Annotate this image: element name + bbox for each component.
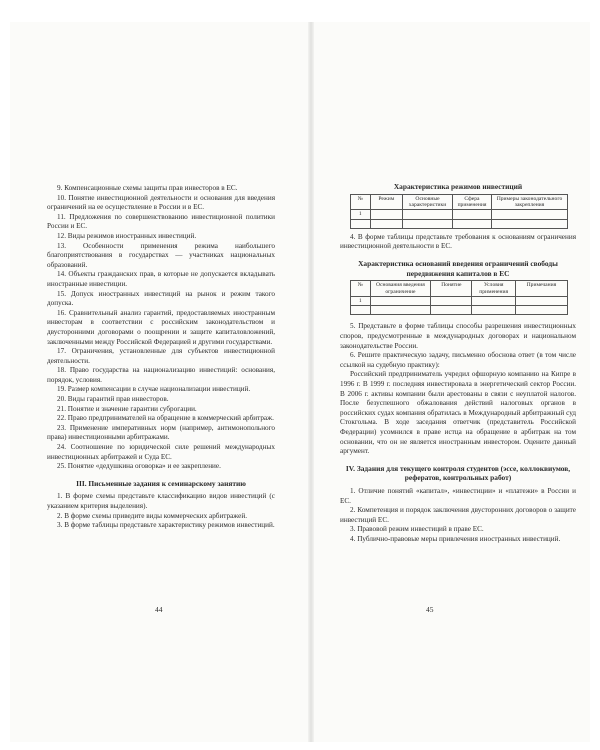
topic-4: 4. Публично-правовые меры привлечения иностранных инвестиций. xyxy=(350,534,561,543)
question-21: 21. Понятие и значение гарантии суброгации. xyxy=(57,404,197,413)
table-cell xyxy=(370,210,403,219)
question-17: 17. Ограничения, установленные для субъектов инвестиционной деятельности. xyxy=(47,347,275,365)
table-header-cell: № xyxy=(351,281,371,297)
table-row xyxy=(351,210,568,219)
question-23: 23. Применение императивных норм (например, антимонопольного права) инвестиционными арбитражами. xyxy=(47,423,275,442)
table-cell xyxy=(431,297,472,306)
table-header-row xyxy=(351,194,568,210)
table-header-cell: № xyxy=(351,194,371,210)
task-2: 2. В форме схемы приведите виды коммерческих арбитражей. xyxy=(57,511,248,520)
table-cell xyxy=(452,210,491,219)
table-cell xyxy=(351,306,371,315)
book-spread xyxy=(10,22,590,742)
question-12: 12. Виды режимов иностранных инвестиций. xyxy=(57,231,197,240)
task-3: 3. В форме таблицы представьте характеристику режимов инвестиций. xyxy=(57,521,275,530)
table-row xyxy=(351,306,568,315)
table1-title: Характеристика режимов инвестиций xyxy=(393,182,523,191)
table-cell xyxy=(472,306,515,315)
task-1: 1. В форме схемы представьте классификацию видов инвестиций (с указанием критерия выделения). xyxy=(47,492,275,510)
table-header-row xyxy=(351,281,568,297)
question-18: 18. Право государства на национализацию инвестиций: основания, порядок, условия. xyxy=(47,366,275,384)
table-cell xyxy=(370,219,403,228)
table-header-cell: Сфера применения xyxy=(452,194,491,210)
question-24: 24. Соотношение по юридической силе решений международных инвестиционных арбитражей и Суда ЕС. xyxy=(47,443,275,461)
table-row xyxy=(351,219,568,228)
left-page xyxy=(10,22,308,742)
question-15: 15. Допуск иностранных инвестиций на рынок и режим такого допуска. xyxy=(47,289,275,308)
table-cell xyxy=(370,297,431,306)
table-header-cell: Примечания xyxy=(515,281,567,297)
task-6: 6. Решите практическую задачу, письменно обоснова ответ (в том числе ссылкой на судебную практику): xyxy=(340,351,576,369)
table-row xyxy=(351,297,568,306)
question-22: 22. Право предпринимателей на обращение в коммерческий арбитраж. xyxy=(57,414,274,423)
regimes-table xyxy=(350,194,568,229)
table-header-cell: Условия применения xyxy=(472,281,515,297)
question-16: 16. Сравнительный анализ гарантий, предоставляемых иностранным инвесторам в соответствии с российским законодательством и двусторонними договорами о поощрении и защите капиталовложений, заключенными между Российской Федерацией и другими государствами. xyxy=(47,308,275,346)
table-header-cell: Режим xyxy=(370,194,403,210)
table-cell xyxy=(515,306,567,315)
topic-2: 2. Компетенция и порядок заключения двусторонних договоров о защите инвестиций ЕС. xyxy=(340,506,576,524)
table-cell xyxy=(452,219,491,228)
right-page xyxy=(314,22,590,742)
question-10: 10. Понятие инвестиционной деятельности и основания для введения ограничений на ее осуществление в России и в ЕС. xyxy=(47,193,275,212)
table-cell xyxy=(403,210,453,219)
question-25: 25. Понятие «дедушкина оговорка» и ее закрепление. xyxy=(57,462,221,471)
topic-1: 1. Отличие понятий «капитал», «инвестиции» и «платежи» в России и ЕС. xyxy=(340,486,576,505)
table-cell xyxy=(351,219,371,228)
table-header-cell: Примеры законодательного закрепления xyxy=(492,194,568,210)
left-page-text xyxy=(47,184,275,531)
restrictions-table xyxy=(350,280,568,315)
table-header-cell: Основания введения ограничение xyxy=(370,281,431,297)
question-13: 13. Особенности применения режима наибольшего благоприятствования в государствах — участниках национальных образований. xyxy=(47,241,275,269)
table-header-cell: Понятие xyxy=(431,281,472,297)
task-4: 4. В форме таблицы представьте требования к основаниям ограничения инвестиционной деятельности в ЕС. xyxy=(340,232,576,251)
table-cell xyxy=(370,306,431,315)
case-text: Российский предприниматель учредил офшорную компанию на Кипре в 1996 г. В 1999 г. последняя инвестировала в энергетический сектор России. В 2006 г. активы компании были арестованы в связи с неуплатой налогов. После безуспешного обжалования действий налоговых органов в российских судах компания обратилась в Международный арбитражный суд Стокгольма. В ходе заседания ответчик (представитель Российской Федерации) усомнился в праве истца на обращение в арбитраж на том основании, что он не является иностранным инвестором. Оцените данный аргумент. xyxy=(340,370,576,456)
question-14: 14. Объекты гражданских прав, в которые не допускается вкладывать иностранные инвестиции. xyxy=(47,270,275,288)
question-19: 19. Размер компенсации в случае национализации инвестиций. xyxy=(57,385,251,394)
page-number: 44 xyxy=(155,605,163,614)
question-9: 9. Компенсационные схемы защиты прав инвесторов в ЕС. xyxy=(57,184,238,192)
question-20: 20. Виды гарантий прав инвесторов. xyxy=(57,395,169,404)
topic-3: 3. Правовой режим инвестиций в праве ЕС. xyxy=(350,525,484,534)
section-heading-iv: IV. Задания для текущего контроля студентов (эссе, коллоквиумов, рефератов, контрольных работ) xyxy=(345,463,571,483)
right-page-text xyxy=(340,182,576,544)
table-cell xyxy=(492,210,568,219)
table-cell: 1 xyxy=(351,210,371,219)
table-cell xyxy=(472,297,515,306)
table-cell xyxy=(431,306,472,315)
table-cell: 1 xyxy=(351,297,371,306)
section-heading-iii: III. Письменные задания к семинарскому занятию xyxy=(76,478,246,488)
task-5: 5. Представьте в форме таблицы способы разрешения инвестиционных споров, предусмотренные в международных договорах и национальном законодательстве России. xyxy=(340,322,576,350)
page-number: 45 xyxy=(426,605,434,614)
table2-title: Характеристика оснований введения ограничений свободы передвижения капиталов в ЕС xyxy=(358,259,558,278)
table-cell xyxy=(492,219,568,228)
table-header-cell: Основные характеристики xyxy=(403,194,453,210)
table-cell xyxy=(403,219,453,228)
question-11: 11. Предложения по совершенствованию инвестиционной политики России и ЕС. xyxy=(47,212,275,231)
table-cell xyxy=(515,297,567,306)
